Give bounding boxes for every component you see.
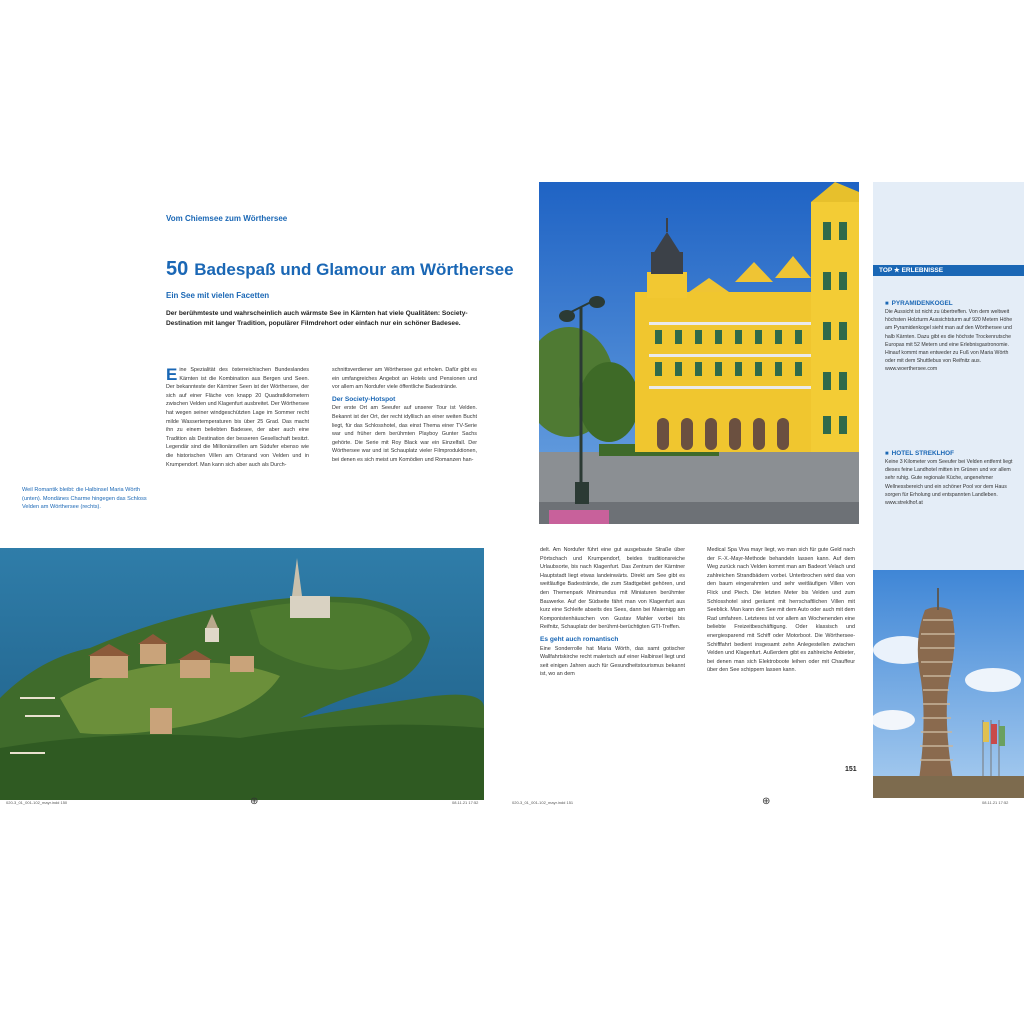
sidebar-heading bbox=[885, 300, 1017, 307]
footer-date-right: 08.11.21 17:52 bbox=[982, 800, 1009, 805]
sidebar-box bbox=[873, 182, 1024, 570]
col1-text: ine Spezialität des österreichischen Bundeslandes Kärnten ist die Kombination aus Bergen und Seen. Der bekannteste der Kärntner Seen ist der Wörthersee, der sich auf einer Fläche von knapp 20 Quadratkilometern zwischen Velden und Klagenfurt ausbreitet. Der Wörthersee hat wegen seiner windgeschützten Lage im Sommer recht milde Wassertemperaturen bis über 25 Grad. Das macht ihn zu einem beliebten Badesee, der aber auch eine Tradition als Destination der besseren Gesellschaft besitzt. Legendär sind die Millionärsvillen am Südufer ebenso wie die historischen Villen am Ortsrand von Velden und in Krumpendorf. Man kann sich aber auch als Durch- bbox=[166, 367, 309, 468]
triangle-bullet-icon: ■ bbox=[885, 301, 889, 307]
col2-subhead: Der Society-Hotspot bbox=[332, 395, 396, 403]
lake-peninsula-photo bbox=[0, 548, 484, 800]
registration-mark-icon: ⊕ bbox=[250, 796, 259, 807]
title-number: 50 bbox=[166, 258, 189, 280]
title-text: Badespaß und Glamour am Wörthersee bbox=[194, 260, 514, 279]
triangle-bullet-icon: ■ bbox=[885, 451, 889, 457]
sidebar-heading-text: HOTEL STREKLHOF bbox=[891, 450, 954, 457]
schloss-velden-photo bbox=[539, 182, 859, 524]
photo-caption: Weil Romantik bleibt: die Halbinsel Maria Wörth (unten). Mondänes Charme hingegen das Schloss Velden am Wörthersee (rechts). bbox=[22, 487, 147, 511]
col2-text-1: schnittsverdiener am Wörthersee gut erholen. Dafür gibt es ein umfangreiches Angebot an Hotels und Pensionen und vor allem am Nordufer viele öffentliche Badestrände. bbox=[332, 367, 477, 391]
sidebar-text: Die Aussicht ist nicht zu übertreffen. Von dem weltweit höchsten Holzturm Aussichtsturm auf 920 Metern Höhe am Pyramidenkogel sieht man auf den Wörthersee und halb Kärnten. Dazu gibt es die höchste Trockenrutsche Europas mit 52 Metern und eine Erlebnisgastronomie. Hinauf kommt man entweder zu Fuß von Maria Wörth oder mit dem Shuttlebus von Reifnitz aus. www.woerthersee.com bbox=[885, 309, 1013, 373]
intro-paragraph: Der berühmteste und wahrscheinlich auch wärmste See in Kärnten hat viele Qualitäten: Society-Destination mit langer Tradition, populärer Filmdrehort oder einfach nur ein schöner Badesee. bbox=[166, 310, 468, 327]
text-column-2 bbox=[332, 366, 477, 465]
pyramidenkogel-tower-photo bbox=[873, 570, 1024, 798]
text-column-1 bbox=[166, 366, 309, 469]
col3-text-1: delt. Am Nordufer führt eine gut ausgebaute Straße über Pörtschach und Krumpendorf, beides traditionsreiche Urlaubsorte, bis nach Klagenfurt. Das Zentrum der Kärntner Hauptstadt liegt etwas landeinwärts. Direkt am See gibt es weitläufige Badestrände, die zum Stadtgebiet gehören, und den Themenpark Minimundus mit Miniaturen berühmter Bauwerke. Auf der Südseite fährt man von Klagenfurt aus kurz eine Schleife abseits des Sees, dann bei Maiernigg am Komponistenhäuschen von Gustav Mahler vorbei bis Reifnitz, Schauplatz der berühmt-berüchtigten GTI-Treffen. bbox=[540, 547, 685, 631]
drop-cap: E bbox=[166, 365, 178, 384]
page-title bbox=[166, 258, 514, 281]
sidebar-label: TOP ★ ERLEBNISSE bbox=[873, 265, 1024, 276]
footer-slug-right: 020-3_01_001-102_mayr.indd 151 bbox=[512, 800, 574, 805]
registration-mark-icon: ⊕ bbox=[762, 796, 771, 807]
sidebar-heading-text: PYRAMIDENKOGEL bbox=[891, 300, 953, 307]
footer-slug-left: 020-3_01_001-102_mayr.indd 150 bbox=[6, 800, 68, 805]
text-column-3 bbox=[540, 546, 685, 679]
kicker: Vom Chiemsee zum Wörthersee bbox=[166, 214, 288, 223]
sidebar-item-pyramidenkogel bbox=[885, 300, 1017, 374]
sidebar-heading bbox=[885, 450, 1017, 457]
col3-subhead: Es geht auch romantisch bbox=[540, 635, 619, 643]
page-number: 151 bbox=[845, 766, 857, 773]
col2-text-2: Der erste Ort am Seeufer auf unserer Tour ist Velden. Bekannt ist der Ort, der recht idyllisch an einer weiten Bucht liegt, für das Schlosshotel, das einst Thema einer TV-Serie war und früher dem berühmten Playboy Gunter Sachs gehörte. Die Serie mit Roy Black war ein Einzelfall. Der Wörthersee war und ist Schauplatz vieler Filmproduktionen, bei denen es sich meist um Komödien und Romanzen han- bbox=[332, 405, 477, 463]
footer-date-left: 08.11.21 17:52 bbox=[452, 800, 479, 805]
sidebar-text: Keine 3 Kilometer vom Seeufer bei Velden entfernt liegt dieses feine Landhotel mitten im Grünen und vor allem sehr ruhig. Gute regionale Küche, angenehmer Wellnessbereich und ein schöner Pool vor dem Haus sorgen für Erholung und entspannten Landleben. www.streklhof.at bbox=[885, 459, 1013, 507]
subtitle: Ein See mit vielen Facetten bbox=[166, 291, 270, 300]
col3-text-2: Eine Sonderrolle hat Maria Wörth, das samt gotischer Wallfahrtskirche recht malerisch auf einer Halbinsel liegt und seit einigen Jahren auch für Gesundheitstourismus bekannt ist, wo an dem bbox=[540, 645, 685, 678]
text-column-4: Medical Spa Viva mayr liegt, wo man sich für gute Geld nach der F.-X.-Mayr-Methode behandeln lassen kann. Auf dem Weg zurück nach Velden kommt man am Badeort Velach und zahlreichen Strandbädern vorbei. Unterbrochen wird das von den baum eingerahmten und sehr weitläufigen Villen von Flick und Piech. Die letzten Meter bis Velden und zum Schlosshotel sind geräumt mit herrschaftlichen Villen mit Seeblick. Man kann den See mit dem Auto oder auch mit dem Rad umfahren. Letzteres ist vor allem an Wochenenden eine beliebte Freizeitbeschäftigung. Oder klassisch und energiesparend mit Schiff oder Motorboot. Die Wörthersee-Schifffahrt bedient insgesamt zehn Anlegestellen zwischen Velden und Klagenfurt. Außerdem gibt es zahlreiche Anbieter, bei denen man sich Elektroboote leihen oder mit Chauffeur über den See schippern lassen kann. bbox=[707, 547, 855, 674]
sidebar-item-hotel bbox=[885, 450, 1017, 507]
